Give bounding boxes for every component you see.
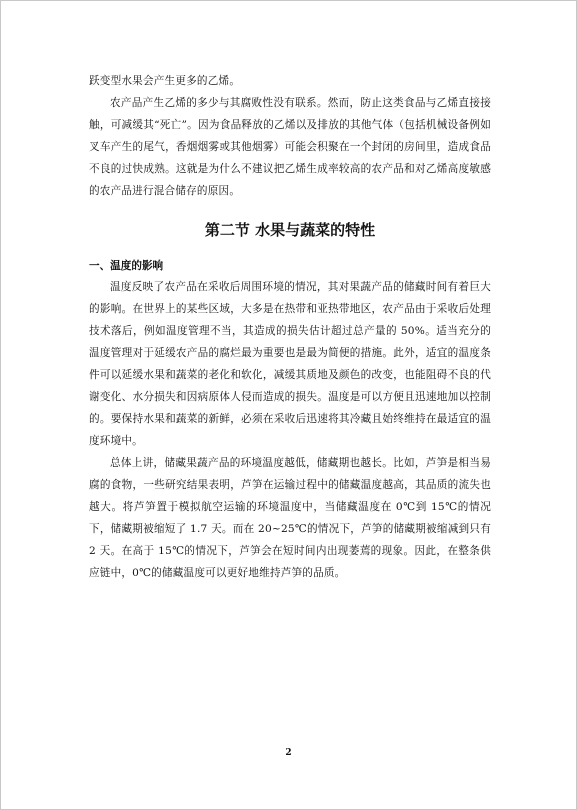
page-number: 2 xyxy=(285,748,292,758)
paragraph-3: 温度反映了农产品在采收后周围环境的情况，其对果蔬产品的储藏时间有着巨大的影响。在世界上的某些区域，大多是在热带和亚热带地区，农产品由于采收后处理技术落后，例如温度管理不当，其造成的损失估计超过总产量的 50%。适当充分的温度管理对于延缓农产品的腐烂最为重要也是最为简便的措施。此外，适宜的温度条件可以延缓水果和蔬菜的老化和软化，减缓其质地及颜色的改变，也能阻碍不良的代谢变化、水分损失和因病原体人侵而造成的损失。温度是可以方便且迅速地加以控制的。要保持水果和蔬菜的新鲜，必须在采收后迅速将其冷藏且始终维持在最适宜的温度环境中。 xyxy=(89,281,491,447)
paragraph-2: 农产品产生乙烯的多少与其腐败性没有联系。然而，防止这类食品与乙烯直接接触，可减缓其“死亡”。因为食品释放的乙烯以及排放的其他气体（包括机械设备例如叉车产生的尾气，香烟烟雾或其他烟雾）可能会积聚在一个封闭的房间里，造成食品不良的过快成熟。这就是为什么不建议把乙烯生成率较高的农产品和对乙烯高度敏感的农产品进行混合储存的原因。 xyxy=(89,97,491,197)
subsection-title: 一、温度的影响 xyxy=(89,260,164,272)
section-title: 第二节 水果与蔬菜的特性 xyxy=(204,221,376,239)
document-body xyxy=(89,70,491,584)
paragraph-4: 总体上讲，储藏果蔬产品的环境温度越低，储藏期也越长。比如，芦笋是相当易腐的食物，一些研究结果表明，芦笋在运输过程中的储藏温度越高，其品质的流失也越大。将芦笋置于模拟航空运输的环境温度中，当储藏温度在 0℃到 15℃的情况下，储藏期被缩短了 1.7 天。而在 20~25℃的情况下，芦笋的储藏期被缩减到只有 2 天。在高于 15℃的情况下，芦笋会在短时间内出现萎蔫的现象。因此，在整条供应链中，0℃的储藏温度可以更好地维持芦笋的品质。 xyxy=(89,457,491,579)
paragraph-1: 跃变型水果会产生更多的乙烯。 xyxy=(89,75,241,87)
